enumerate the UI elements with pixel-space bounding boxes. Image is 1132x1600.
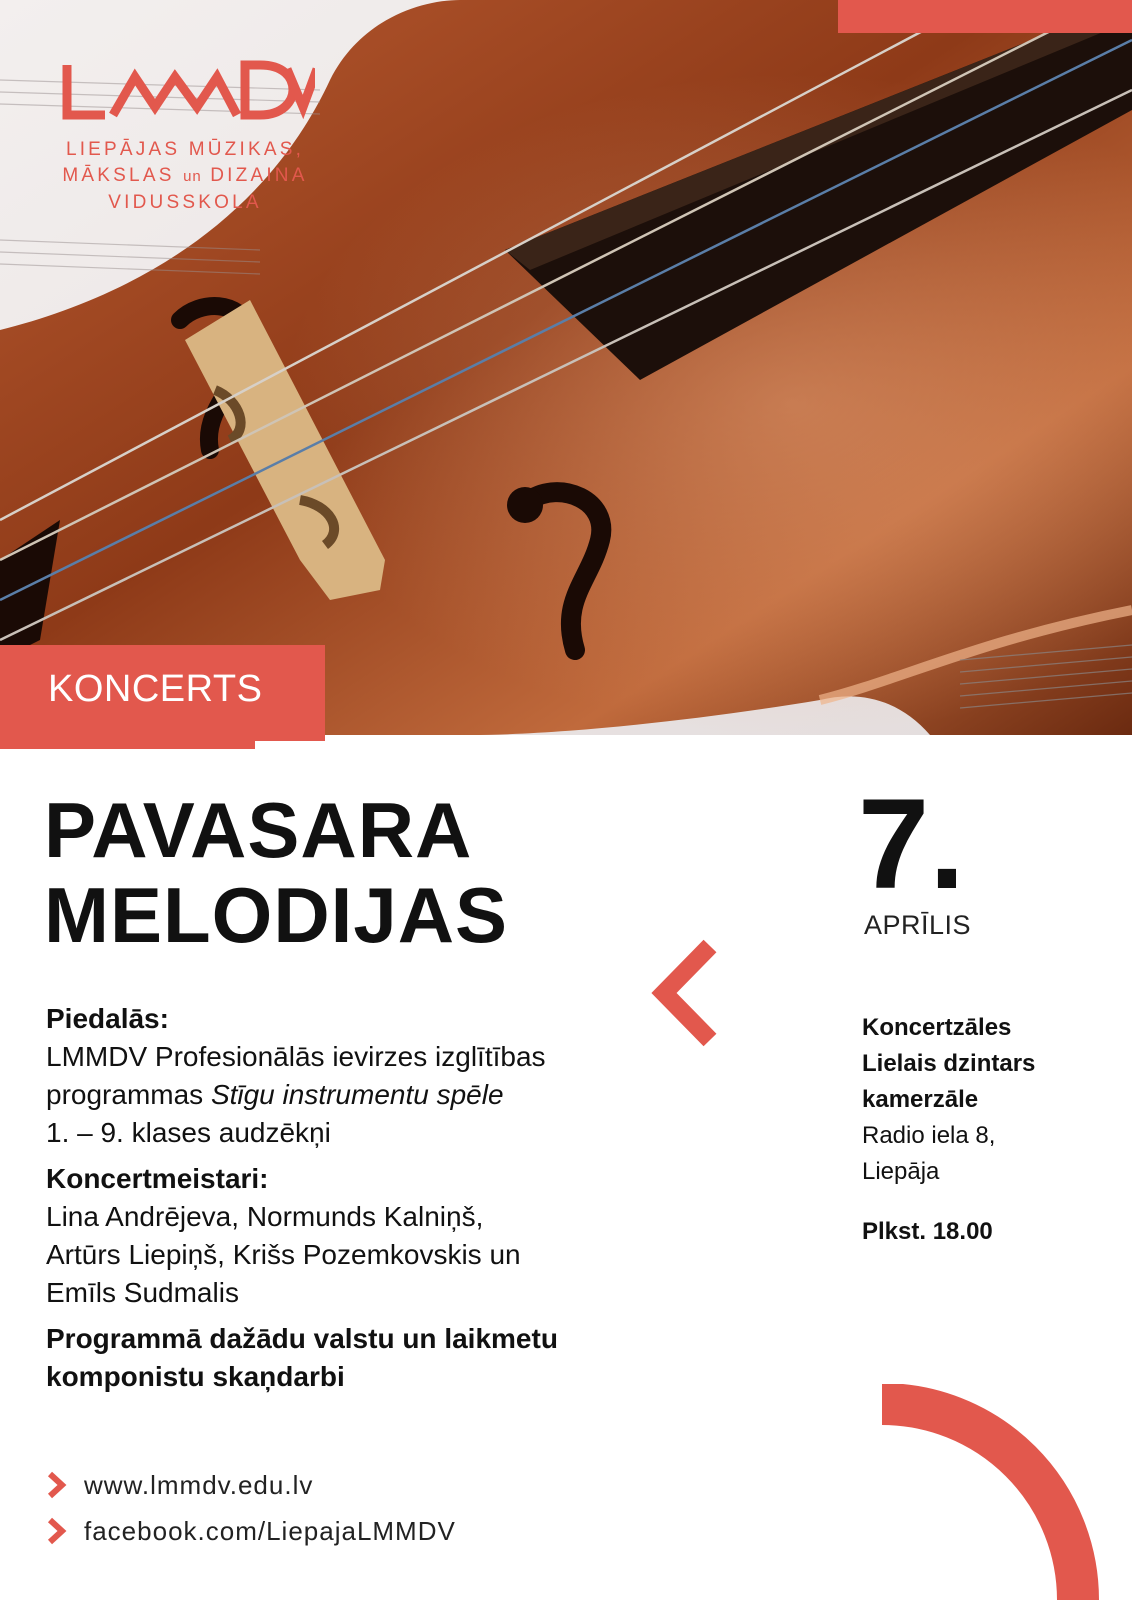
accompanists-line2: Artūrs Liepiņš, Krišs Pozemkovskis un (46, 1239, 521, 1270)
logo-word-un: un (183, 168, 202, 185)
date-day: 7. (858, 773, 965, 916)
event-time: Plkst. 18.00 (862, 1218, 993, 1245)
facebook-link[interactable] (46, 1508, 456, 1554)
concert-tag-label: KONCERTS (48, 668, 263, 710)
venue-address1: Radio iela 8, (862, 1122, 996, 1149)
arc-decoration (882, 1384, 1132, 1600)
school-logo (40, 55, 330, 216)
event-description (46, 1000, 686, 1396)
accompanists-heading: Koncertmeistari: (46, 1163, 269, 1194)
chevron-right-icon (46, 1516, 68, 1546)
title-line2: MELODIJAS (44, 871, 509, 959)
program-name: Stīgu instrumentu spēle (210, 1079, 504, 1110)
logo-word-dizaina: DIZAINA (210, 165, 308, 186)
logo-word-makslas: MĀKSLAS (62, 165, 175, 186)
participants-line3: 1. – 9. klases audzēkņi (46, 1117, 331, 1148)
chevron-right-icon (46, 1470, 68, 1500)
title-line1: PAVASARA (44, 786, 473, 874)
website-link[interactable] (46, 1462, 456, 1508)
venue-info (862, 1010, 1035, 1190)
concert-tag-strip (0, 735, 255, 749)
website-link-text[interactable]: www.lmmdv.edu.lv (84, 1469, 314, 1500)
contact-links (46, 1462, 456, 1554)
logo-text-line2 (40, 163, 330, 190)
accompanists-line3: Emīls Sudmalis (46, 1277, 239, 1308)
date-month: APRĪLIS (864, 910, 972, 940)
logo-text-line1: LIEPĀJAS MŪZIKAS, (65, 139, 305, 160)
lmmdv-logo-mark (55, 55, 315, 125)
program-line1: Programmā dažādu valstu un laikmetu (46, 1323, 558, 1354)
venue-line3: kamerzāle (862, 1086, 979, 1113)
program-line2: komponistu skaņdarbi (46, 1361, 345, 1392)
facebook-link-text[interactable]: facebook.com/LiepajaLMMDV (84, 1515, 456, 1546)
accompanists-line1: Lina Andrējeva, Normunds Kalniņš, (46, 1201, 484, 1232)
venue-line2: Lielais dzintars (862, 1050, 1036, 1077)
logo-text-line3: VIDUSSKOLA (108, 192, 262, 213)
participants-line2 (46, 1076, 686, 1114)
participants-line2-prefix: programmas (46, 1079, 211, 1110)
participants-heading: Piedalās: (46, 1003, 169, 1034)
venue-address2: Liepāja (862, 1158, 940, 1185)
participants-line1: LMMDV Profesionālās ievirzes izglītības (46, 1041, 546, 1072)
event-title (44, 788, 508, 958)
top-accent-bar (838, 0, 1132, 33)
venue-line1: Koncertzāles (862, 1014, 1012, 1041)
